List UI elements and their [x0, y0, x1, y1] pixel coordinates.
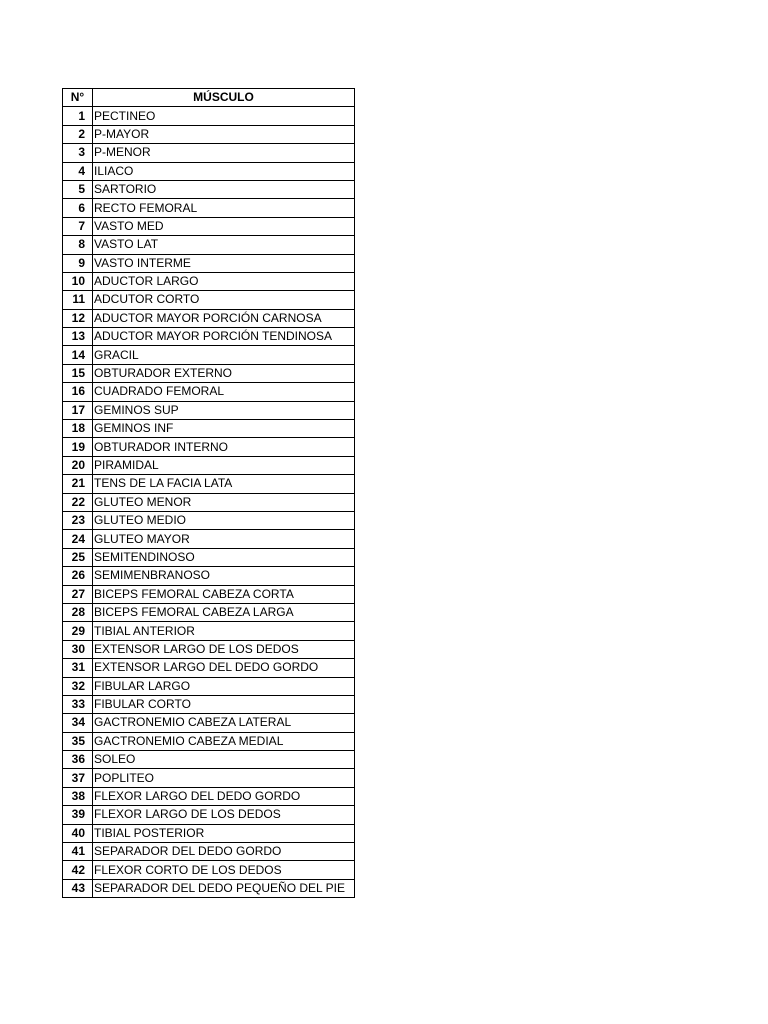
- row-number: 42: [63, 861, 93, 879]
- table-row: [63, 861, 355, 879]
- row-muscle-name: SEPARADOR DEL DEDO GORDO: [93, 843, 355, 861]
- table-row: [63, 401, 355, 419]
- row-muscle-name: EXTENSOR LARGO DEL DEDO GORDO: [93, 659, 355, 677]
- table-row: [63, 769, 355, 787]
- table-row: [63, 879, 355, 897]
- row-muscle-name: FIBULAR LARGO: [93, 677, 355, 695]
- row-number: 38: [63, 787, 93, 805]
- table-row: [63, 254, 355, 272]
- row-number: 40: [63, 824, 93, 842]
- table-row: [63, 548, 355, 566]
- table-row: [63, 751, 355, 769]
- row-number: 21: [63, 475, 93, 493]
- row-number: 28: [63, 603, 93, 621]
- table-row: [63, 456, 355, 474]
- table-row: [63, 144, 355, 162]
- row-number: 35: [63, 732, 93, 750]
- row-muscle-name: ADCUTOR CORTO: [93, 291, 355, 309]
- row-number: 12: [63, 309, 93, 327]
- table-row: [63, 328, 355, 346]
- table-row: [63, 272, 355, 290]
- table-row: [63, 162, 355, 180]
- row-muscle-name: POPLITEO: [93, 769, 355, 787]
- table-row: [63, 217, 355, 235]
- header-number: N°: [63, 89, 93, 107]
- table-row: [63, 180, 355, 198]
- table-row: [63, 291, 355, 309]
- table-row: [63, 383, 355, 401]
- row-number: 3: [63, 144, 93, 162]
- table-row: [63, 732, 355, 750]
- row-number: 23: [63, 511, 93, 529]
- table-row: [63, 585, 355, 603]
- muscle-table: [62, 88, 355, 898]
- table-row: [63, 420, 355, 438]
- row-muscle-name: OBTURADOR INTERNO: [93, 438, 355, 456]
- table-row: [63, 346, 355, 364]
- table-row: [63, 714, 355, 732]
- row-number: 32: [63, 677, 93, 695]
- row-number: 11: [63, 291, 93, 309]
- row-muscle-name: TIBIAL POSTERIOR: [93, 824, 355, 842]
- row-muscle-name: GRACIL: [93, 346, 355, 364]
- row-muscle-name: ADUCTOR LARGO: [93, 272, 355, 290]
- row-number: 1: [63, 107, 93, 125]
- row-number: 2: [63, 125, 93, 143]
- row-number: 13: [63, 328, 93, 346]
- table-header-row: [63, 89, 355, 107]
- table-row: [63, 640, 355, 658]
- row-number: 6: [63, 199, 93, 217]
- row-muscle-name: SEPARADOR DEL DEDO PEQUEÑO DEL PIE: [93, 879, 355, 897]
- table-row: [63, 677, 355, 695]
- row-number: 25: [63, 548, 93, 566]
- table-row: [63, 199, 355, 217]
- row-muscle-name: ADUCTOR MAYOR PORCIÓN TENDINOSA: [93, 328, 355, 346]
- row-muscle-name: SARTORIO: [93, 180, 355, 198]
- row-number: 18: [63, 420, 93, 438]
- row-number: 41: [63, 843, 93, 861]
- table-row: [63, 107, 355, 125]
- row-number: 10: [63, 272, 93, 290]
- row-number: 7: [63, 217, 93, 235]
- table-row: [63, 659, 355, 677]
- table-row: [63, 530, 355, 548]
- row-number: 16: [63, 383, 93, 401]
- table-row: [63, 309, 355, 327]
- row-muscle-name: GEMINOS SUP: [93, 401, 355, 419]
- row-muscle-name: SOLEO: [93, 751, 355, 769]
- table-row: [63, 438, 355, 456]
- row-number: 36: [63, 751, 93, 769]
- row-number: 34: [63, 714, 93, 732]
- row-muscle-name: ADUCTOR MAYOR PORCIÓN CARNOSA: [93, 309, 355, 327]
- table-row: [63, 806, 355, 824]
- row-number: 27: [63, 585, 93, 603]
- table-body: [63, 107, 355, 898]
- table-row: [63, 622, 355, 640]
- row-muscle-name: SEMIMENBRANOSO: [93, 567, 355, 585]
- row-number: 24: [63, 530, 93, 548]
- row-muscle-name: GLUTEO MEDIO: [93, 511, 355, 529]
- row-muscle-name: PIRAMIDAL: [93, 456, 355, 474]
- row-number: 17: [63, 401, 93, 419]
- table-row: [63, 364, 355, 382]
- header-muscle: MÚSCULO: [93, 89, 355, 107]
- row-muscle-name: BICEPS FEMORAL CABEZA LARGA: [93, 603, 355, 621]
- row-number: 20: [63, 456, 93, 474]
- row-muscle-name: VASTO MED: [93, 217, 355, 235]
- row-number: 22: [63, 493, 93, 511]
- row-muscle-name: GLUTEO MENOR: [93, 493, 355, 511]
- row-muscle-name: GLUTEO MAYOR: [93, 530, 355, 548]
- row-muscle-name: CUADRADO FEMORAL: [93, 383, 355, 401]
- table-row: [63, 567, 355, 585]
- row-muscle-name: SEMITENDINOSO: [93, 548, 355, 566]
- table-row: [63, 824, 355, 842]
- row-number: 37: [63, 769, 93, 787]
- row-number: 19: [63, 438, 93, 456]
- row-number: 15: [63, 364, 93, 382]
- row-muscle-name: P-MENOR: [93, 144, 355, 162]
- row-muscle-name: GACTRONEMIO CABEZA MEDIAL: [93, 732, 355, 750]
- table-row: [63, 603, 355, 621]
- row-number: 33: [63, 695, 93, 713]
- row-number: 39: [63, 806, 93, 824]
- row-muscle-name: VASTO LAT: [93, 236, 355, 254]
- row-muscle-name: P-MAYOR: [93, 125, 355, 143]
- row-number: 29: [63, 622, 93, 640]
- row-number: 26: [63, 567, 93, 585]
- row-number: 5: [63, 180, 93, 198]
- row-number: 9: [63, 254, 93, 272]
- row-muscle-name: PECTINEO: [93, 107, 355, 125]
- row-muscle-name: FLEXOR CORTO DE LOS DEDOS: [93, 861, 355, 879]
- table-row: [63, 236, 355, 254]
- row-number: 4: [63, 162, 93, 180]
- row-muscle-name: GACTRONEMIO CABEZA LATERAL: [93, 714, 355, 732]
- row-muscle-name: GEMINOS INF: [93, 420, 355, 438]
- table-row: [63, 695, 355, 713]
- row-muscle-name: RECTO FEMORAL: [93, 199, 355, 217]
- row-muscle-name: FLEXOR LARGO DEL DEDO GORDO: [93, 787, 355, 805]
- table-row: [63, 493, 355, 511]
- table-row: [63, 787, 355, 805]
- row-number: 8: [63, 236, 93, 254]
- row-muscle-name: TENS DE LA FACIA LATA: [93, 475, 355, 493]
- row-muscle-name: ILIACO: [93, 162, 355, 180]
- row-number: 14: [63, 346, 93, 364]
- row-muscle-name: FIBULAR CORTO: [93, 695, 355, 713]
- row-muscle-name: OBTURADOR EXTERNO: [93, 364, 355, 382]
- table-row: [63, 125, 355, 143]
- row-number: 30: [63, 640, 93, 658]
- row-number: 31: [63, 659, 93, 677]
- row-muscle-name: VASTO INTERME: [93, 254, 355, 272]
- row-muscle-name: BICEPS FEMORAL CABEZA CORTA: [93, 585, 355, 603]
- row-number: 43: [63, 879, 93, 897]
- row-muscle-name: TIBIAL ANTERIOR: [93, 622, 355, 640]
- row-muscle-name: FLEXOR LARGO DE LOS DEDOS: [93, 806, 355, 824]
- table-row: [63, 843, 355, 861]
- row-muscle-name: EXTENSOR LARGO DE LOS DEDOS: [93, 640, 355, 658]
- table-row: [63, 511, 355, 529]
- table-row: [63, 475, 355, 493]
